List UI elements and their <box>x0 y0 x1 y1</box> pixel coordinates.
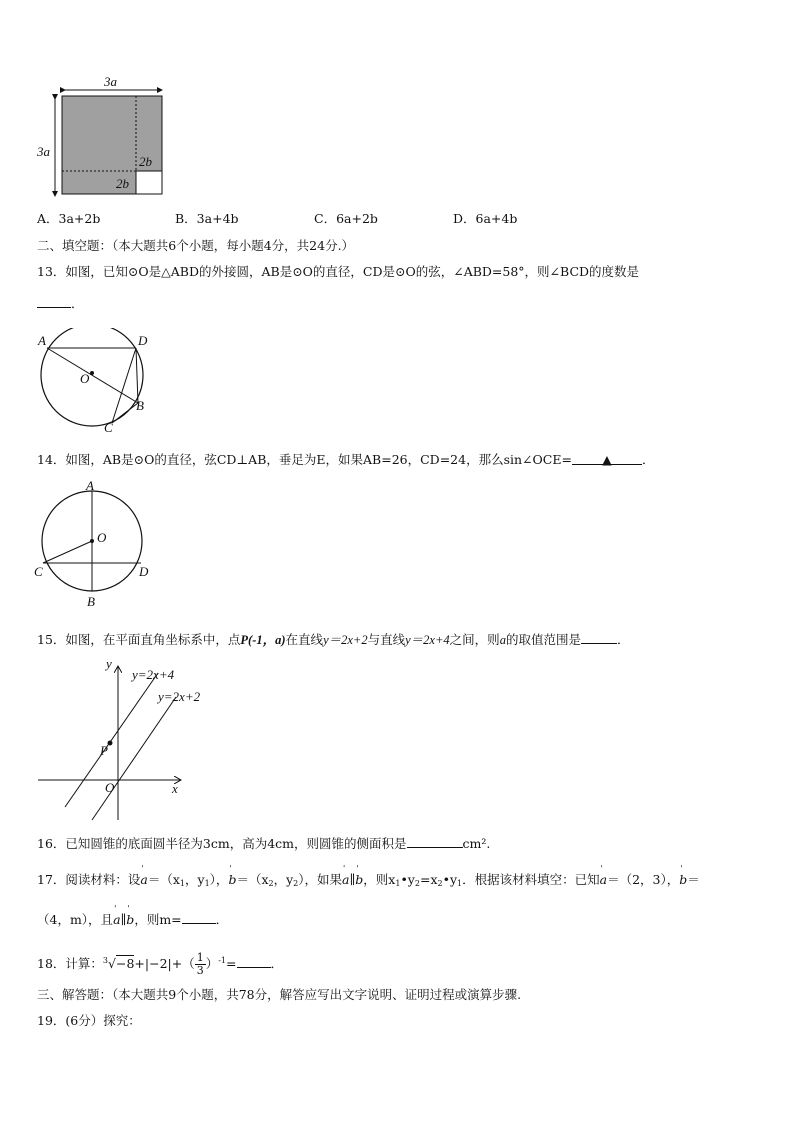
q13-chord-dc <box>112 348 136 423</box>
side-label: 3a <box>37 144 50 159</box>
q14-label-d: D <box>139 564 149 579</box>
q15-label-lower: y=2x+2 <box>158 689 201 704</box>
q16-blank <box>407 835 463 848</box>
q15-line2: y＝2x+4 <box>405 633 450 647</box>
fraction: $\frac{1}{3}$ <box>196 951 204 977</box>
root-index: 3 <box>102 956 108 965</box>
q14-blank <box>572 452 642 465</box>
q13-center-dot <box>90 371 94 375</box>
q14-label-b: B <box>87 594 95 609</box>
q19-text: 19．(6分）探究： <box>37 1013 141 1028</box>
q13-label-a: A <box>38 333 46 348</box>
q14-figure <box>30 478 160 613</box>
q15-label-y: y <box>106 656 112 671</box>
q14-body: 14．如图，AB是⊙O的直径，弦CD⊥AB，垂足为E，如果AB=26，CD=24，那么sin∠OCE= <box>37 452 572 467</box>
q15-var: a <box>499 633 506 647</box>
q13-label-b: B <box>136 398 144 413</box>
q15-label-x: x <box>172 781 178 796</box>
q15-label-upper: y=2x+4 <box>132 667 175 682</box>
line-lower <box>92 697 176 820</box>
q13-figure <box>30 328 160 438</box>
q16-text: 16．已知圆锥的底面圆半径为3cm，高为4cm，则圆锥的侧面积是 cm². <box>37 836 491 851</box>
q13-end: ． <box>71 296 84 311</box>
choice-c: C．6a+2b <box>314 211 378 226</box>
q14-end: ． <box>641 452 655 467</box>
choice-d: D．6a+4b <box>453 211 518 226</box>
radicand: −8 <box>115 956 135 971</box>
q13-answer-line <box>37 294 84 312</box>
choice-a: A．3a+2b <box>37 211 101 226</box>
q15-line1: y＝2x+2 <box>323 633 368 647</box>
q13-chord-cb <box>112 403 138 423</box>
q14-marker: ▲ <box>602 452 612 467</box>
q14-segment-oc <box>43 541 92 563</box>
q14-label-o: O <box>97 530 107 545</box>
q15-blank <box>581 631 617 644</box>
q13-body: 13．如图，已知⊙O是△ABD的外接圆，AB是⊙O的直径，CD是⊙O的弦，∠ABD=58°，则∠BCD的度数是 <box>37 264 640 279</box>
q15-point: P(-1，a) <box>240 633 286 647</box>
q17-text: 17．阅读材料：设' $a=(x_1$，$y_1$），' $b=(x_2$，$y_2$），如果' a∥' b，则$x_1•y_2=x_2•y_1$．根据该材料填空：已知' a＝（2，3），' b＝ <box>37 870 700 888</box>
q18-blank <box>237 955 271 968</box>
q14-center-dot <box>90 539 94 543</box>
section3-heading: 三、解答题：（本大题共9个小题，共78分，解答应写出文字说明、证明过程或演算步骤. <box>37 987 522 1002</box>
q15-text: 15．如图，在平面直角坐标系中，点P(-1，a)在直线y＝2x+2与直线y＝2x+4之间，则a的取值范围是 ． <box>37 632 630 647</box>
q17-text-2: （4，m），且' a∥' b，则m= ． <box>37 910 228 928</box>
q13-diameter-ab <box>47 348 138 403</box>
q13-chord-db <box>136 348 138 403</box>
q13-label-o: O <box>80 371 90 386</box>
point-p <box>108 741 113 746</box>
q14-label-c: C <box>34 564 43 579</box>
q14-label-a: A <box>86 478 94 493</box>
q15-label-p: P <box>100 743 108 758</box>
q13-text <box>37 262 639 280</box>
inner-label-1: 2b <box>139 154 152 169</box>
q13-blank <box>37 295 71 308</box>
section2-heading: 二、填空题：（本大题共6个小题，每小题4分，共24分.） <box>37 238 355 253</box>
q13-label-d: D <box>138 333 148 348</box>
q14-text <box>37 450 654 468</box>
small-white-square <box>136 171 162 194</box>
q15-figure <box>30 655 230 825</box>
q18-text: 18．计算：$^3$√−8+|−2|+（ $\frac{1}{3}$ ）$^{-1}$= ． <box>37 951 284 977</box>
q13-label-c: C <box>104 420 113 435</box>
square-figure <box>30 70 170 200</box>
q15-label-o: O <box>105 780 115 795</box>
inner-label-2: 2b <box>116 176 129 191</box>
top-label: 3a <box>104 74 117 89</box>
q17-blank <box>182 911 216 924</box>
vec-b-1: ' b <box>228 872 236 887</box>
vec-a-1: ' a <box>140 872 147 887</box>
choice-b: B．3a+4b <box>175 211 239 226</box>
